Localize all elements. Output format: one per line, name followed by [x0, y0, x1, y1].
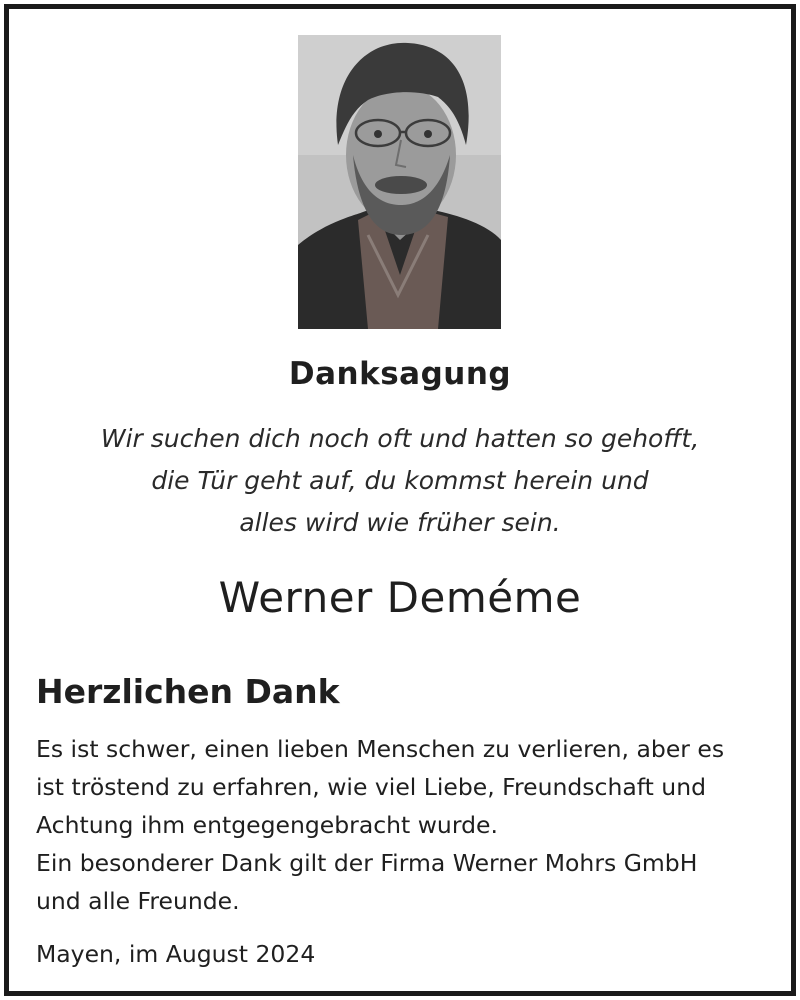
deceased-name: Werner Deméme [218, 573, 582, 622]
portrait-photo [298, 35, 501, 329]
thanks-line: Achtung ihm entgegengebracht wurde. [36, 811, 498, 839]
thanks-line: und alle Freunde. [36, 887, 240, 915]
thanks-line: ist tröstend zu erfahren, wie viel Liebe, Freundschaft und [36, 773, 707, 801]
thanks-line: Es ist schwer, einen lieben Menschen zu verlieren, aber es [36, 735, 725, 763]
poem-line: die Tür geht auf, du kommst herein und [151, 466, 649, 495]
memorial-poem [0, 418, 800, 544]
thanks-text [36, 730, 766, 920]
notice-title: Danksagung [288, 356, 512, 392]
place-date: Mayen, im August 2024 [36, 940, 316, 968]
thanks-heading: Herzlichen Dank [36, 672, 340, 711]
poem-line: alles wird wie früher sein. [239, 508, 561, 537]
poem-line: Wir suchen dich noch oft und hatten so gehofft, [100, 424, 700, 453]
thanks-line: Ein besonderer Dank gilt der Firma Werner Mohrs GmbH [36, 849, 698, 877]
